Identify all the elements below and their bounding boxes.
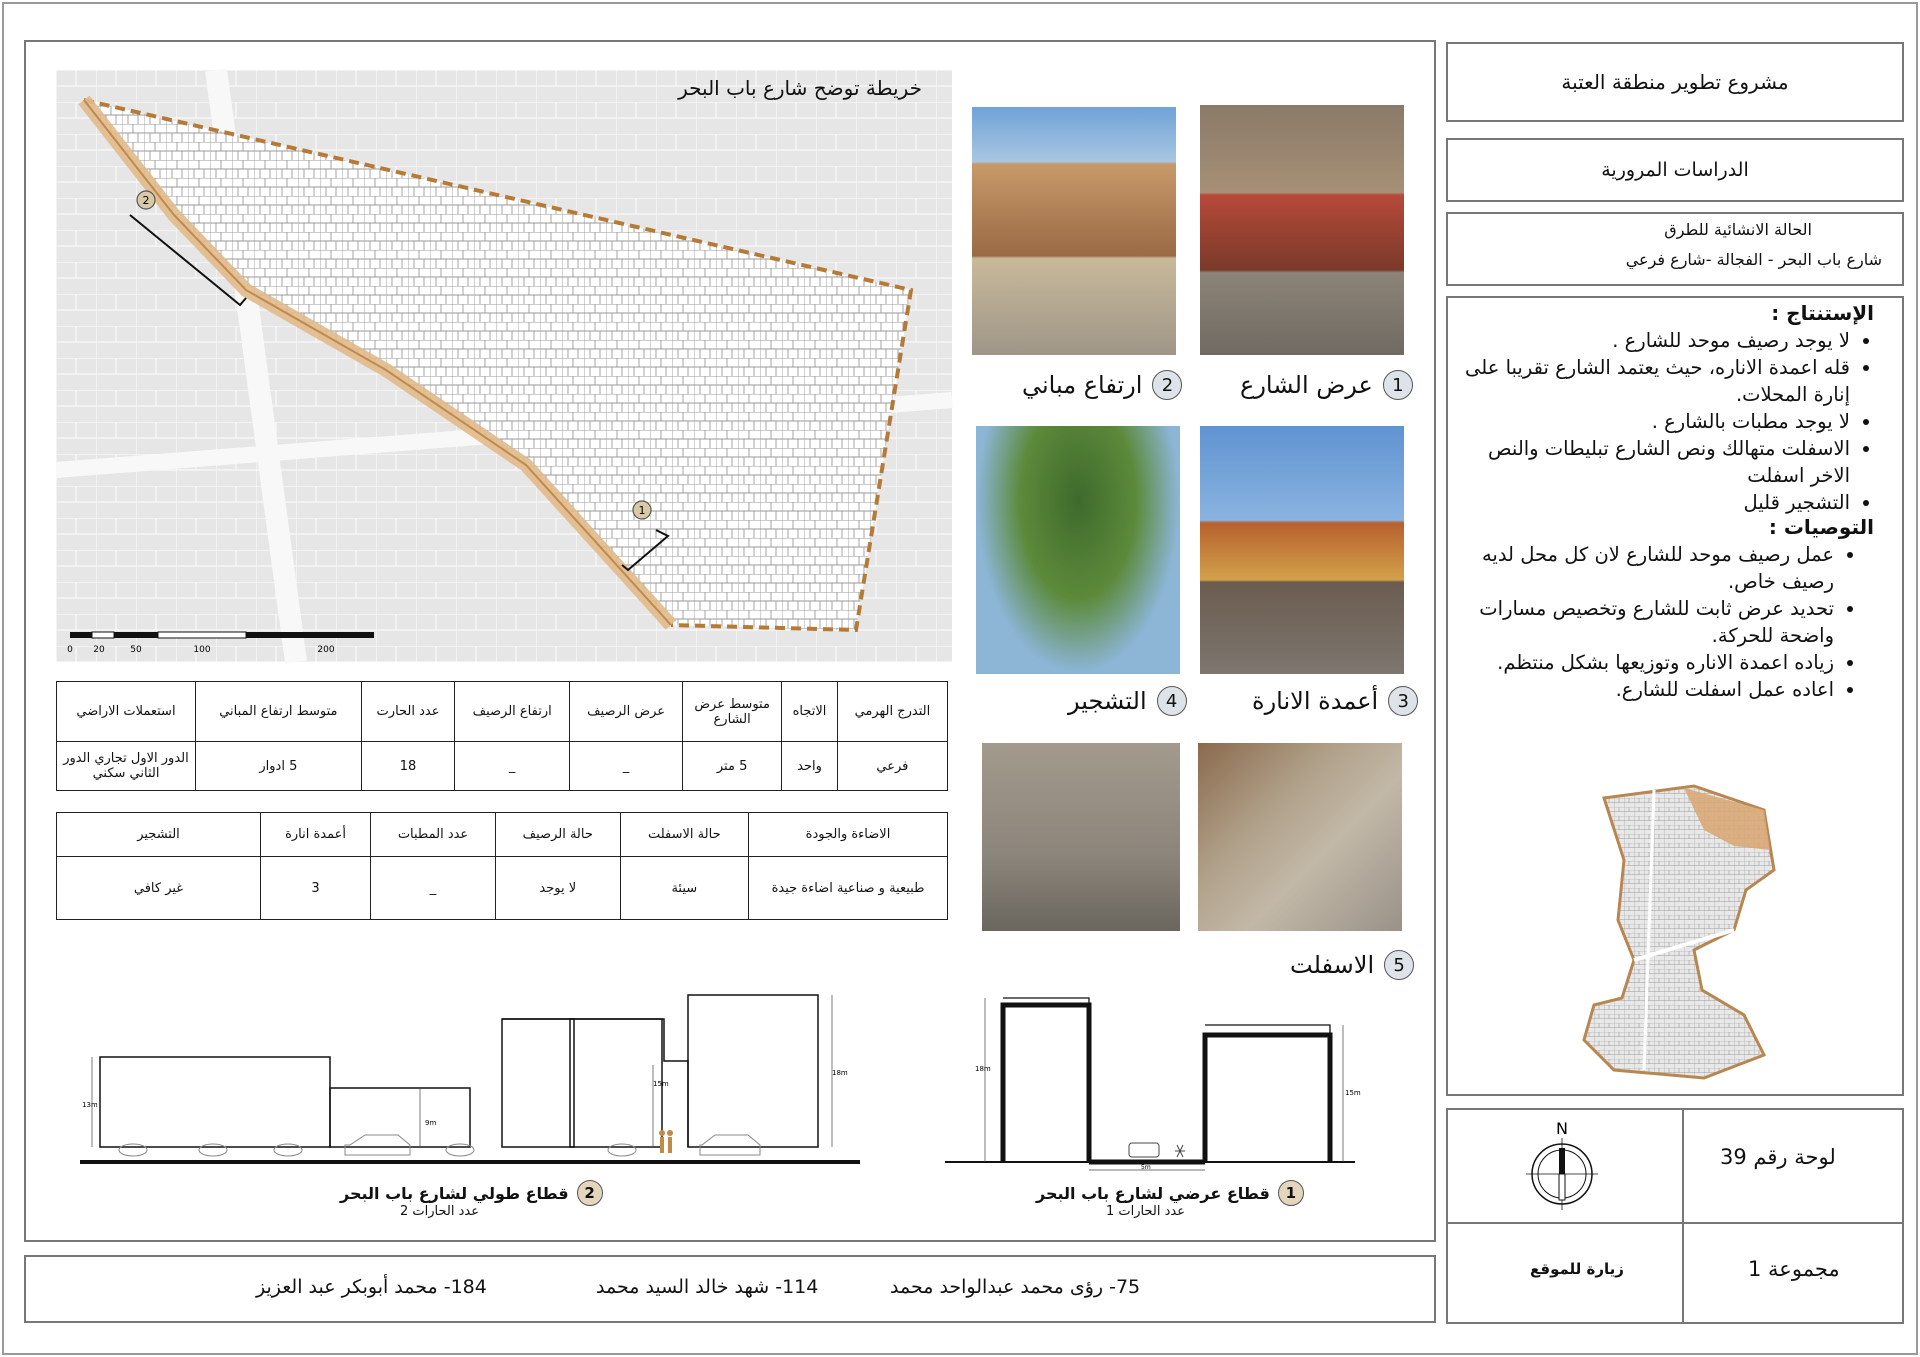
caption-asphalt: 5 الاسفلت xyxy=(1290,950,1414,980)
conclusion-content xyxy=(1462,300,1874,703)
street-data-table: التدرج الهرمي الاتجاه متوسط عرض الشارع عرض الرصيف ارتفاع الرصيف عدد الحارت متوسط ارتفاع المباني استعملات الاراضي فرعي واحد 5 متر _ _ 18 5 ادوار الدور الاول تجاري الدور الثاني سكني xyxy=(56,681,948,791)
caption-number: 5 xyxy=(1384,950,1414,980)
student-3: 184- محمد أبوبكر عبد العزيز xyxy=(256,1276,487,1298)
compass-icon xyxy=(1524,1118,1600,1214)
recommendations-title: التوصيات : xyxy=(1768,515,1874,539)
list-item: • تحديد عرض ثابت للشارع وتخصيص مسارات واضحة للحركة. xyxy=(1462,595,1834,649)
cross-section-title: 1 قطاع عرضي لشارع باب البحر xyxy=(1036,1180,1304,1206)
list-item: • عمل رصيف موحد للشارع لان كل محل لديه رصيف خاص. xyxy=(1462,541,1834,595)
group-number: مجموعة 1 xyxy=(1748,1257,1840,1281)
svg-text:5m: 5m xyxy=(1141,1164,1151,1171)
recommendations-list xyxy=(1462,541,1874,703)
photo-asphalt-1 xyxy=(982,743,1180,931)
caption-number: 4 xyxy=(1157,686,1187,716)
list-item: • زياده اعمدة الاناره وتوزيعها بشكل منتظم. xyxy=(1462,649,1834,676)
svg-text:N: N xyxy=(1556,1119,1568,1138)
condition-box xyxy=(1446,212,1904,286)
key-map xyxy=(1574,780,1800,1080)
list-item: • لا يوجد رصيف موحد للشارع . xyxy=(1462,327,1850,354)
list-item: • الاسفلت متهالك ونص الشارع تبليطات والنص الاخر اسفلت xyxy=(1462,435,1850,489)
list-item: • قله اعمدة الاناره، حيث يعتمد الشارع تقريبا على إنارة المحلات. xyxy=(1462,354,1850,408)
svg-text:0: 0 xyxy=(67,645,73,655)
photo-lighting-poles xyxy=(1200,426,1404,674)
photo-trees xyxy=(976,426,1180,674)
title-block xyxy=(1446,1108,1904,1324)
svg-text:20: 20 xyxy=(93,645,105,655)
map-marker-1: 1 xyxy=(638,504,646,517)
svg-text:200: 200 xyxy=(317,645,335,655)
caption-number: 3 xyxy=(1388,686,1418,716)
longitudinal-section-subtitle: عدد الحارات 2 xyxy=(400,1204,479,1219)
street-condition-table: الاضاءة والجودة حالة الاسفلت حالة الرصيف عدد المطبات أعمدة انارة التشجير طبيعية و صناعية اضاءة جيدة سيئة لا يوجد _ 3 غير كافي xyxy=(56,812,948,920)
map-drawing xyxy=(56,70,952,662)
longitudinal-section xyxy=(80,985,860,1170)
caption-building-height: 2 ارتفاع مباني xyxy=(1022,370,1182,400)
svg-text:18m: 18m xyxy=(975,1065,991,1073)
caption-number: 1 xyxy=(1383,370,1413,400)
map-title: خريطة توضح شارع باب البحر xyxy=(678,76,922,100)
conclusion-list xyxy=(1462,327,1874,516)
longitudinal-section-title: 2 قطاع طولي لشارع باب البحر xyxy=(340,1180,603,1206)
study-title: الدراسات المرورية xyxy=(1446,138,1904,202)
cross-section-subtitle: عدد الحارات 1 xyxy=(1106,1204,1185,1219)
caption-trees: 4 التشجير xyxy=(1068,686,1187,716)
cross-section xyxy=(945,985,1361,1171)
project-title: مشروع تطوير منطقة العتبة xyxy=(1446,42,1904,122)
svg-text:100: 100 xyxy=(193,645,211,655)
photo-building-height xyxy=(972,107,1176,355)
conclusion-title: الإستنتاج : xyxy=(1771,301,1874,325)
condition-title: الحالة الانشائية للطرق xyxy=(1664,220,1812,239)
map-marker-2: 2 xyxy=(142,194,150,207)
list-item: • اعاده عمل اسفلت للشارع. xyxy=(1462,676,1834,703)
caption-lighting-poles: 3 أعمدة الانارة xyxy=(1252,686,1418,716)
svg-text:18m: 18m xyxy=(832,1069,848,1077)
svg-text:15m: 15m xyxy=(1345,1089,1361,1097)
student-2: 114- شهد خالد السيد محمد xyxy=(596,1276,819,1298)
site-map xyxy=(56,70,952,662)
caption-street-width: 1 عرض الشارع xyxy=(1240,370,1413,400)
sheet-number: لوحة رقم 39 xyxy=(1720,1145,1836,1169)
svg-text:50: 50 xyxy=(130,645,142,655)
student-1: 75- رؤى محمد عبدالواحد محمد xyxy=(890,1276,1141,1298)
list-item: • التشجير قليل xyxy=(1462,489,1850,516)
caption-number: 2 xyxy=(1152,370,1182,400)
svg-text:9m: 9m xyxy=(425,1119,437,1127)
site-visit-label: زيارة للموقع xyxy=(1530,1260,1624,1278)
street-name: شارع باب البحر - الفجالة -شارع فرعي xyxy=(1625,250,1882,269)
photo-asphalt-2 xyxy=(1198,743,1402,931)
list-item: • لا يوجد مطبات بالشارع . xyxy=(1462,408,1850,435)
svg-text:13m: 13m xyxy=(82,1101,98,1109)
svg-text:15m: 15m xyxy=(653,1080,669,1088)
photo-street-width xyxy=(1200,105,1404,355)
